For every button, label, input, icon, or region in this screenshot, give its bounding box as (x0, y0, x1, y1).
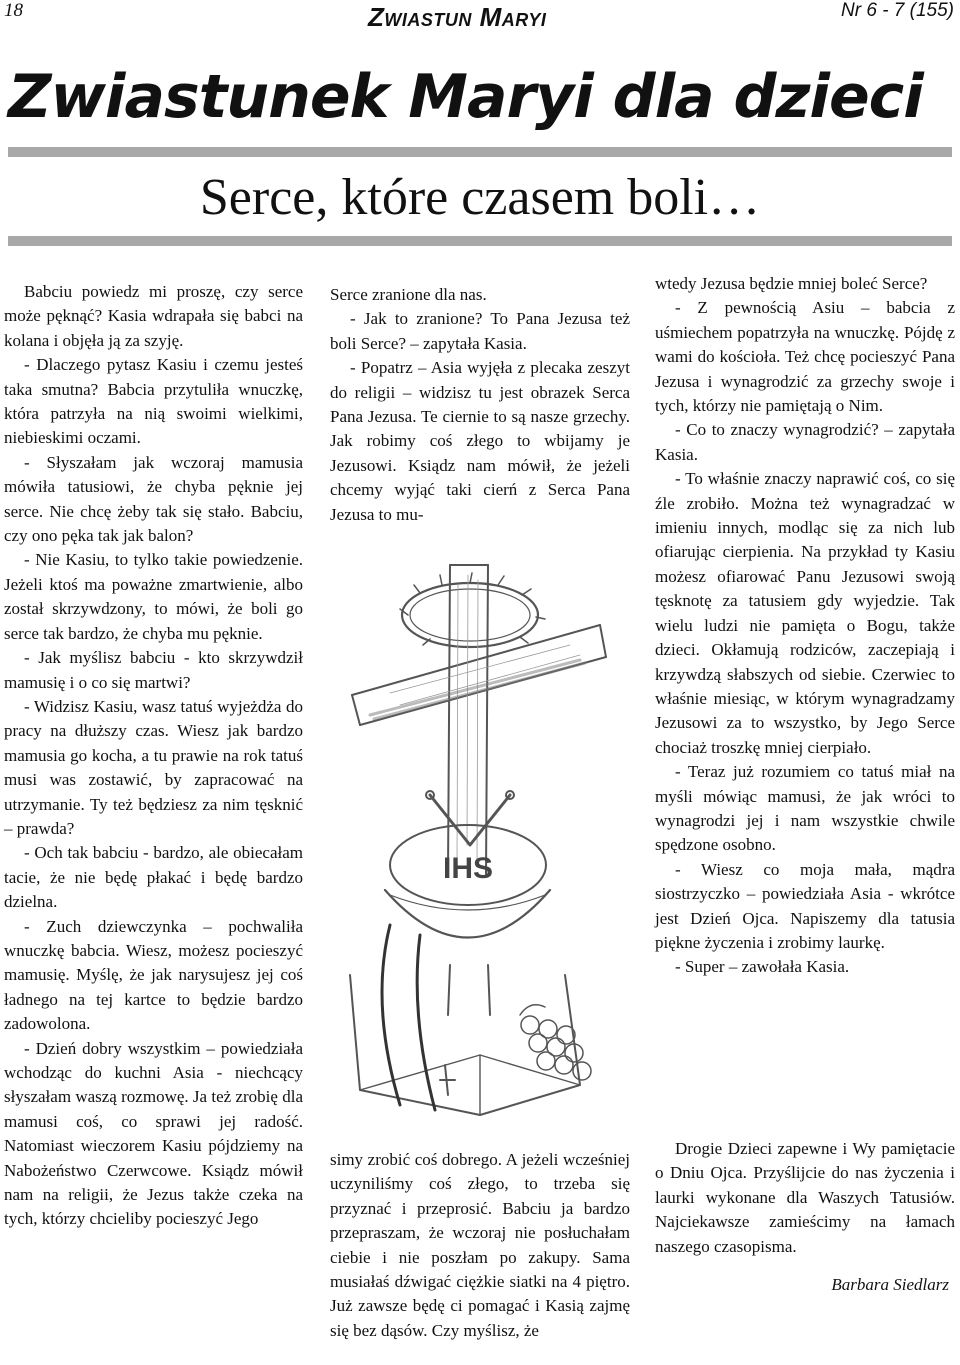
paragraph: - Teraz już rozumiem co tatuś miał na myśli mówiąc mamusi, że jak wróci to wynagrodzi jej i nam wszystkie chwile spędzone osobno. (655, 762, 955, 855)
paragraph: - Słyszałam jak wczoraj mamusia mówiła tatusiowi, że chyba pęknie jej serce. Nie chcę żeby tak się stało. Babciu, czy ono pęka tak jak balon? (4, 452, 303, 546)
page-number: 18 (4, 0, 23, 21)
paragraph: - Popatrz – Asia wyjęła z plecaka zeszyt do religii – widzisz tu jest obrazek Serca Pana Jezusa. Te ciernie to są nasze grzechy. Jak robimy coś złego to wbijamy je Jezusowi. Ksiądz nam mówił, że jeżeli chcemy wyjąć taki cierń z Serca Pana Jezusa to mu- (330, 358, 630, 524)
article-column-2-top (330, 283, 630, 527)
article-column-1 (4, 280, 303, 1232)
paragraph: - Super – zawołała Kasia. (675, 957, 850, 977)
article-column-2-bottom (330, 1148, 630, 1343)
page-header (0, 0, 960, 40)
divider-top (8, 147, 952, 157)
paragraph: - Co to znaczy wynagrodzić? – zapytała Kasia. (655, 420, 955, 464)
article-column-3-bottom (655, 1137, 955, 1297)
ihs-monogram: IHS (442, 852, 494, 885)
cross-chalice-illustration (330, 545, 630, 1130)
paragraph: - Wiesz co moja mała, mądra siostrzyczko – powiedziała Asia - wkrótce jest Dzień Ojca. Napiszemy dla tatusia piękne życzenia i zrobimy laurkę. (655, 859, 955, 952)
paragraph: - Widzisz Kasiu, wasz tatuś wyjeżdża do pracy na dłuższy czas. Wiesz jak bardzo mamusia go kocha, a tu prawie na rok tatuś musi was zostawić, by zapracować na utrzymanie. Ty też będziesz za nim tęsknić – prawda? (4, 696, 303, 838)
section-title: Zwiastunek Maryi dla dzieci (8, 62, 923, 132)
closing-note: Drogie Dzieci zapewne i Wy pamiętacie o Dniu Ojca. Przyślijcie do nas życzenia i laurki wykonane dla Waszych Tatusiów. Najciekawsze zamieścimy na łamach naszego czasopisma. (655, 1139, 955, 1256)
divider-bottom (8, 236, 952, 246)
paragraph: - Och tak babciu - bardzo, ale obiecałam tacie, że nie będę płakać i będę bardzo dzielna. (4, 843, 303, 912)
paragraph: - Z pewnością Asiu – babcia z uśmiechem popatrzyła na wnuczkę. Pójdę z wami do kościoła. Też chcę pocieszyć Pana Jezusa i wynagrodzić za grzechy swoje i tych, którzy nie pamiętają o Nim. (655, 298, 955, 416)
paragraph: - To właśnie znaczy naprawić coś, co się źle zrobiło. Można też wynagradzać w imieniu innych, modląc się za nich lub ofiarując cierpienia. Na przykład ty Kasiu możesz ofiarować Panu Jezusowi swoją tęsknotę za tatusiem gdy wyjedzie. Tak wielu ludzi nie pamięta o Bogu, także dzieci. Okłamują rodziców, zaczepiają i krzywdzą słabszych od siebie. Czerwiec to właśnie miesiąc, w którym wynagradzamy Jezusowi za to wszystko, by Jego Serce chociaż troszkę mniej cierpiało. (655, 469, 955, 757)
paragraph: - Zuch dziewczynka – pochwaliła wnuczkę babcia. Wiesz, możesz pocieszyć mamusię. Myślę, że jak narysujesz jej coś ładnego na tej kartce to będzie bardzo zadowolona. (4, 916, 303, 1034)
paragraph: wtedy Jezusa będzie mniej boleć Serce? (655, 274, 928, 293)
paragraph: - Dzień dobry wszystkim – powiedziała wchodząc do kuchni Asia - niechcący słyszałam waszą rozmowę. Ja też zrobię dla mamusi coś, co sprawi jej radość. Natomiast wieczorem Kasiu pójdziemy na Nabożeństwo Czerwcowe. Ksiądz mówił nam na religii, że Jezus także czeka na tych, którzy chcieliby pocieszyć Jego (4, 1038, 303, 1229)
magazine-title: Zwiastun Maryi (368, 2, 547, 32)
paragraph: - Jak myślisz babciu - kto skrzywdził mamusię i o co się martwi? (4, 648, 303, 692)
author-signature: Barbara Siedlarz (831, 1275, 949, 1295)
paragraph: - Dlaczego pytasz Kasiu i czemu jesteś taka smutna? Babcia przytuliła wnuczkę, która patrzyła na nią swoimi wielkimi, niebieskimi oczami. (4, 355, 303, 448)
paragraph: Babciu powiedz mi proszę, czy serce może pęknąć? Kasia wdrapała się babci na kolana i objęła ją za szyję. (4, 282, 303, 350)
issue-number: Nr 6 - 7 (155) (841, 0, 954, 21)
paragraph: simy zrobić coś dobrego. A jeżeli wcześniej uczyniliśmy coś złego, to trzeba się przyznać i przeprosić. Babciu ja bardzo przepraszam, że wczoraj nie posłuchałam ciebie i nie poszłam po zakupy. Sama musiałaś dźwigać ciężkie siatki na 4 piętro. Już zawsze będę ci pomagać i Kasią zajmę się bez dąsów. Czy myślisz, że (330, 1150, 630, 1340)
paragraph: - Nie Kasiu, to tylko takie powiedzenie. Jeżeli ktoś ma poważne zmartwienie, albo został skrzywdzony, to mówi, że boli go serce tak bardzo, że chyba mu pęknie. (4, 550, 303, 643)
paragraph: Serce zranione dla nas. (330, 285, 487, 304)
article-column-3-top (655, 272, 955, 980)
article-title: Serce, które czasem boli… (199, 169, 761, 226)
paragraph: - Jak to zranione? To Pana Jezusa też boli Serce? – zapytała Kasia. (330, 309, 630, 353)
